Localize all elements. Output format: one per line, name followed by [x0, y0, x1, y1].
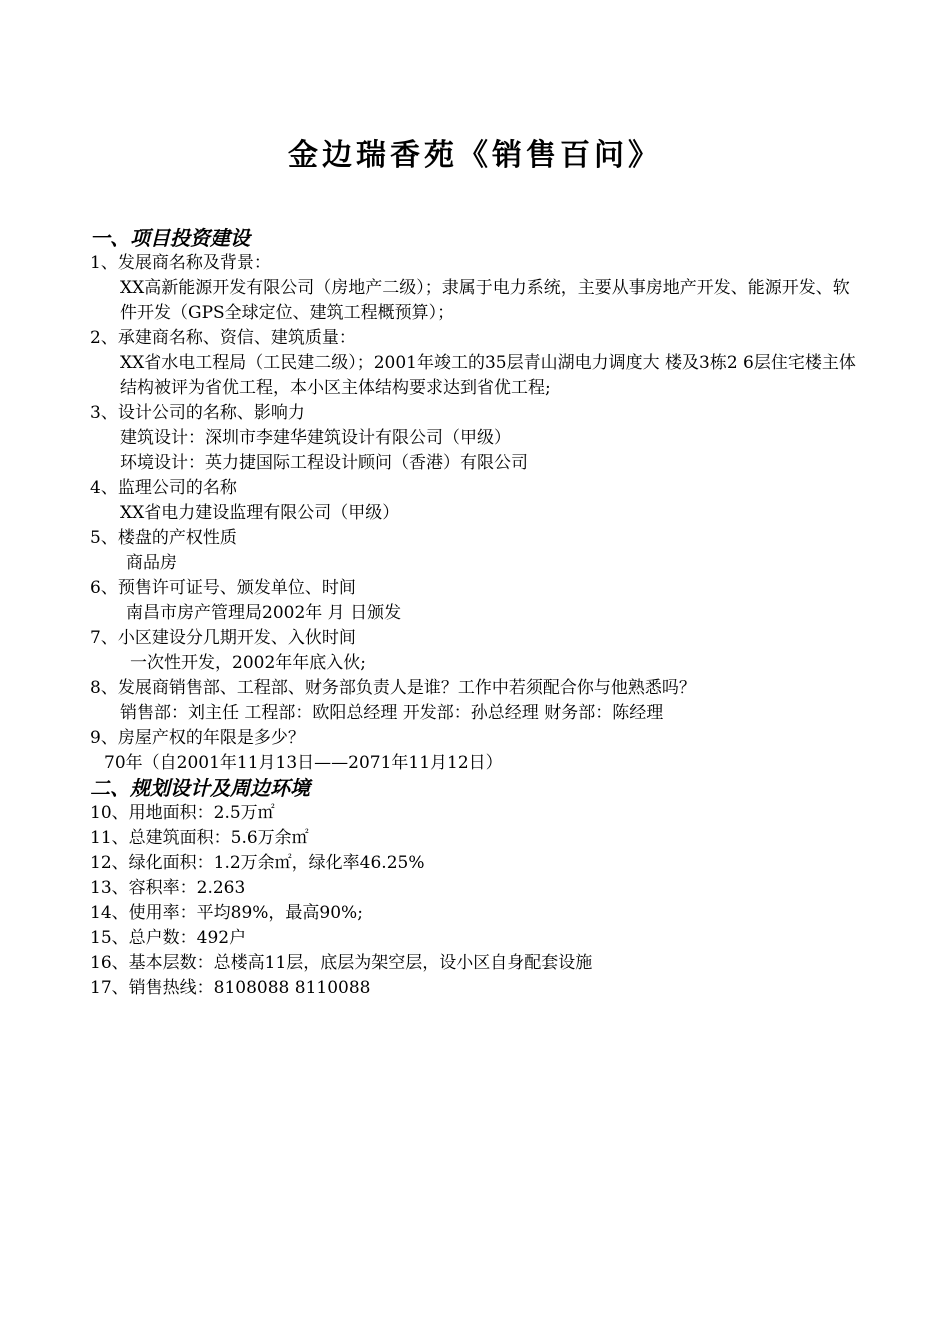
question-7: 7、小区建设分几期开发、入伙时间	[90, 628, 356, 648]
answer-4: XX省电力建设监理有限公司（甲级）	[120, 503, 400, 523]
item-10: 10、用地面积：2.5万㎡	[90, 803, 275, 823]
question-8: 8、发展商销售部、工程部、财务部负责人是谁？工作中若须配合你与他熟悉吗？	[90, 678, 696, 698]
item-15: 15、总户数：492户	[90, 928, 247, 948]
question-9: 9、房屋产权的年限是多少？	[90, 728, 305, 748]
section-heading-1: 一、项目投资建设	[90, 226, 250, 250]
item-17: 17、销售热线：8108088 8110088	[90, 978, 371, 998]
answer-3-environment: 环境设计：英力捷国际工程设计顾问（香港）有限公司	[120, 453, 528, 473]
answer-5: 商品房	[126, 553, 177, 573]
item-11: 11、总建筑面积：5.6万余㎡	[90, 828, 309, 848]
item-14: 14、使用率：平均89%，最高90%;	[90, 903, 363, 923]
question-2: 2、承建商名称、资信、建筑质量：	[90, 328, 356, 348]
answer-3-architecture: 建筑设计：深圳市李建华建筑设计有限公司（甲级）	[120, 428, 511, 448]
question-6: 6、预售许可证号、颁发单位、时间	[90, 578, 356, 598]
document-title: 金边瑞香苑《销售百问》	[288, 138, 662, 173]
item-13: 13、容积率：2.263	[90, 878, 246, 898]
answer-1: XX高新能源开发有限公司（房地产二级）；隶属于电力系统，主要从事房地产开发、能源开发、软件开发（GPS全球定位、建筑工程概预算）；	[120, 278, 850, 323]
item-16: 16、基本层数：总楼高11层，底层为架空层，设小区自身配套设施	[90, 953, 593, 973]
answer-8: 销售部：刘主任 工程部：欧阳总经理 开发部：孙总经理 财务部：陈经理	[120, 703, 664, 723]
question-5: 5、楼盘的产权性质	[90, 528, 237, 548]
question-1: 1、发展商名称及背景：	[90, 253, 271, 273]
answer-2: XX省水电工程局（工民建二级）；2001年竣工的35层青山湖电力调度大 楼及3栋2 6层住宅楼主体结构被评为省优工程，本小区主体结构要求达到省优工程;	[120, 353, 856, 398]
question-3: 3、设计公司的名称、影响力	[90, 403, 305, 423]
answer-6: 南昌市房产管理局2002年 月 日颁发	[126, 603, 402, 623]
section-heading-2: 二、规划设计及周边环境	[90, 776, 310, 800]
answer-7: 一次性开发，2002年年底入伙;	[130, 653, 366, 673]
item-12: 12、绿化面积：1.2万余㎡，绿化率46.25%	[90, 853, 425, 873]
question-4: 4、监理公司的名称	[90, 478, 237, 498]
document-body	[90, 226, 870, 1001]
answer-9: 70年（自2001年11月13日——2071年11月12日）	[104, 753, 503, 773]
